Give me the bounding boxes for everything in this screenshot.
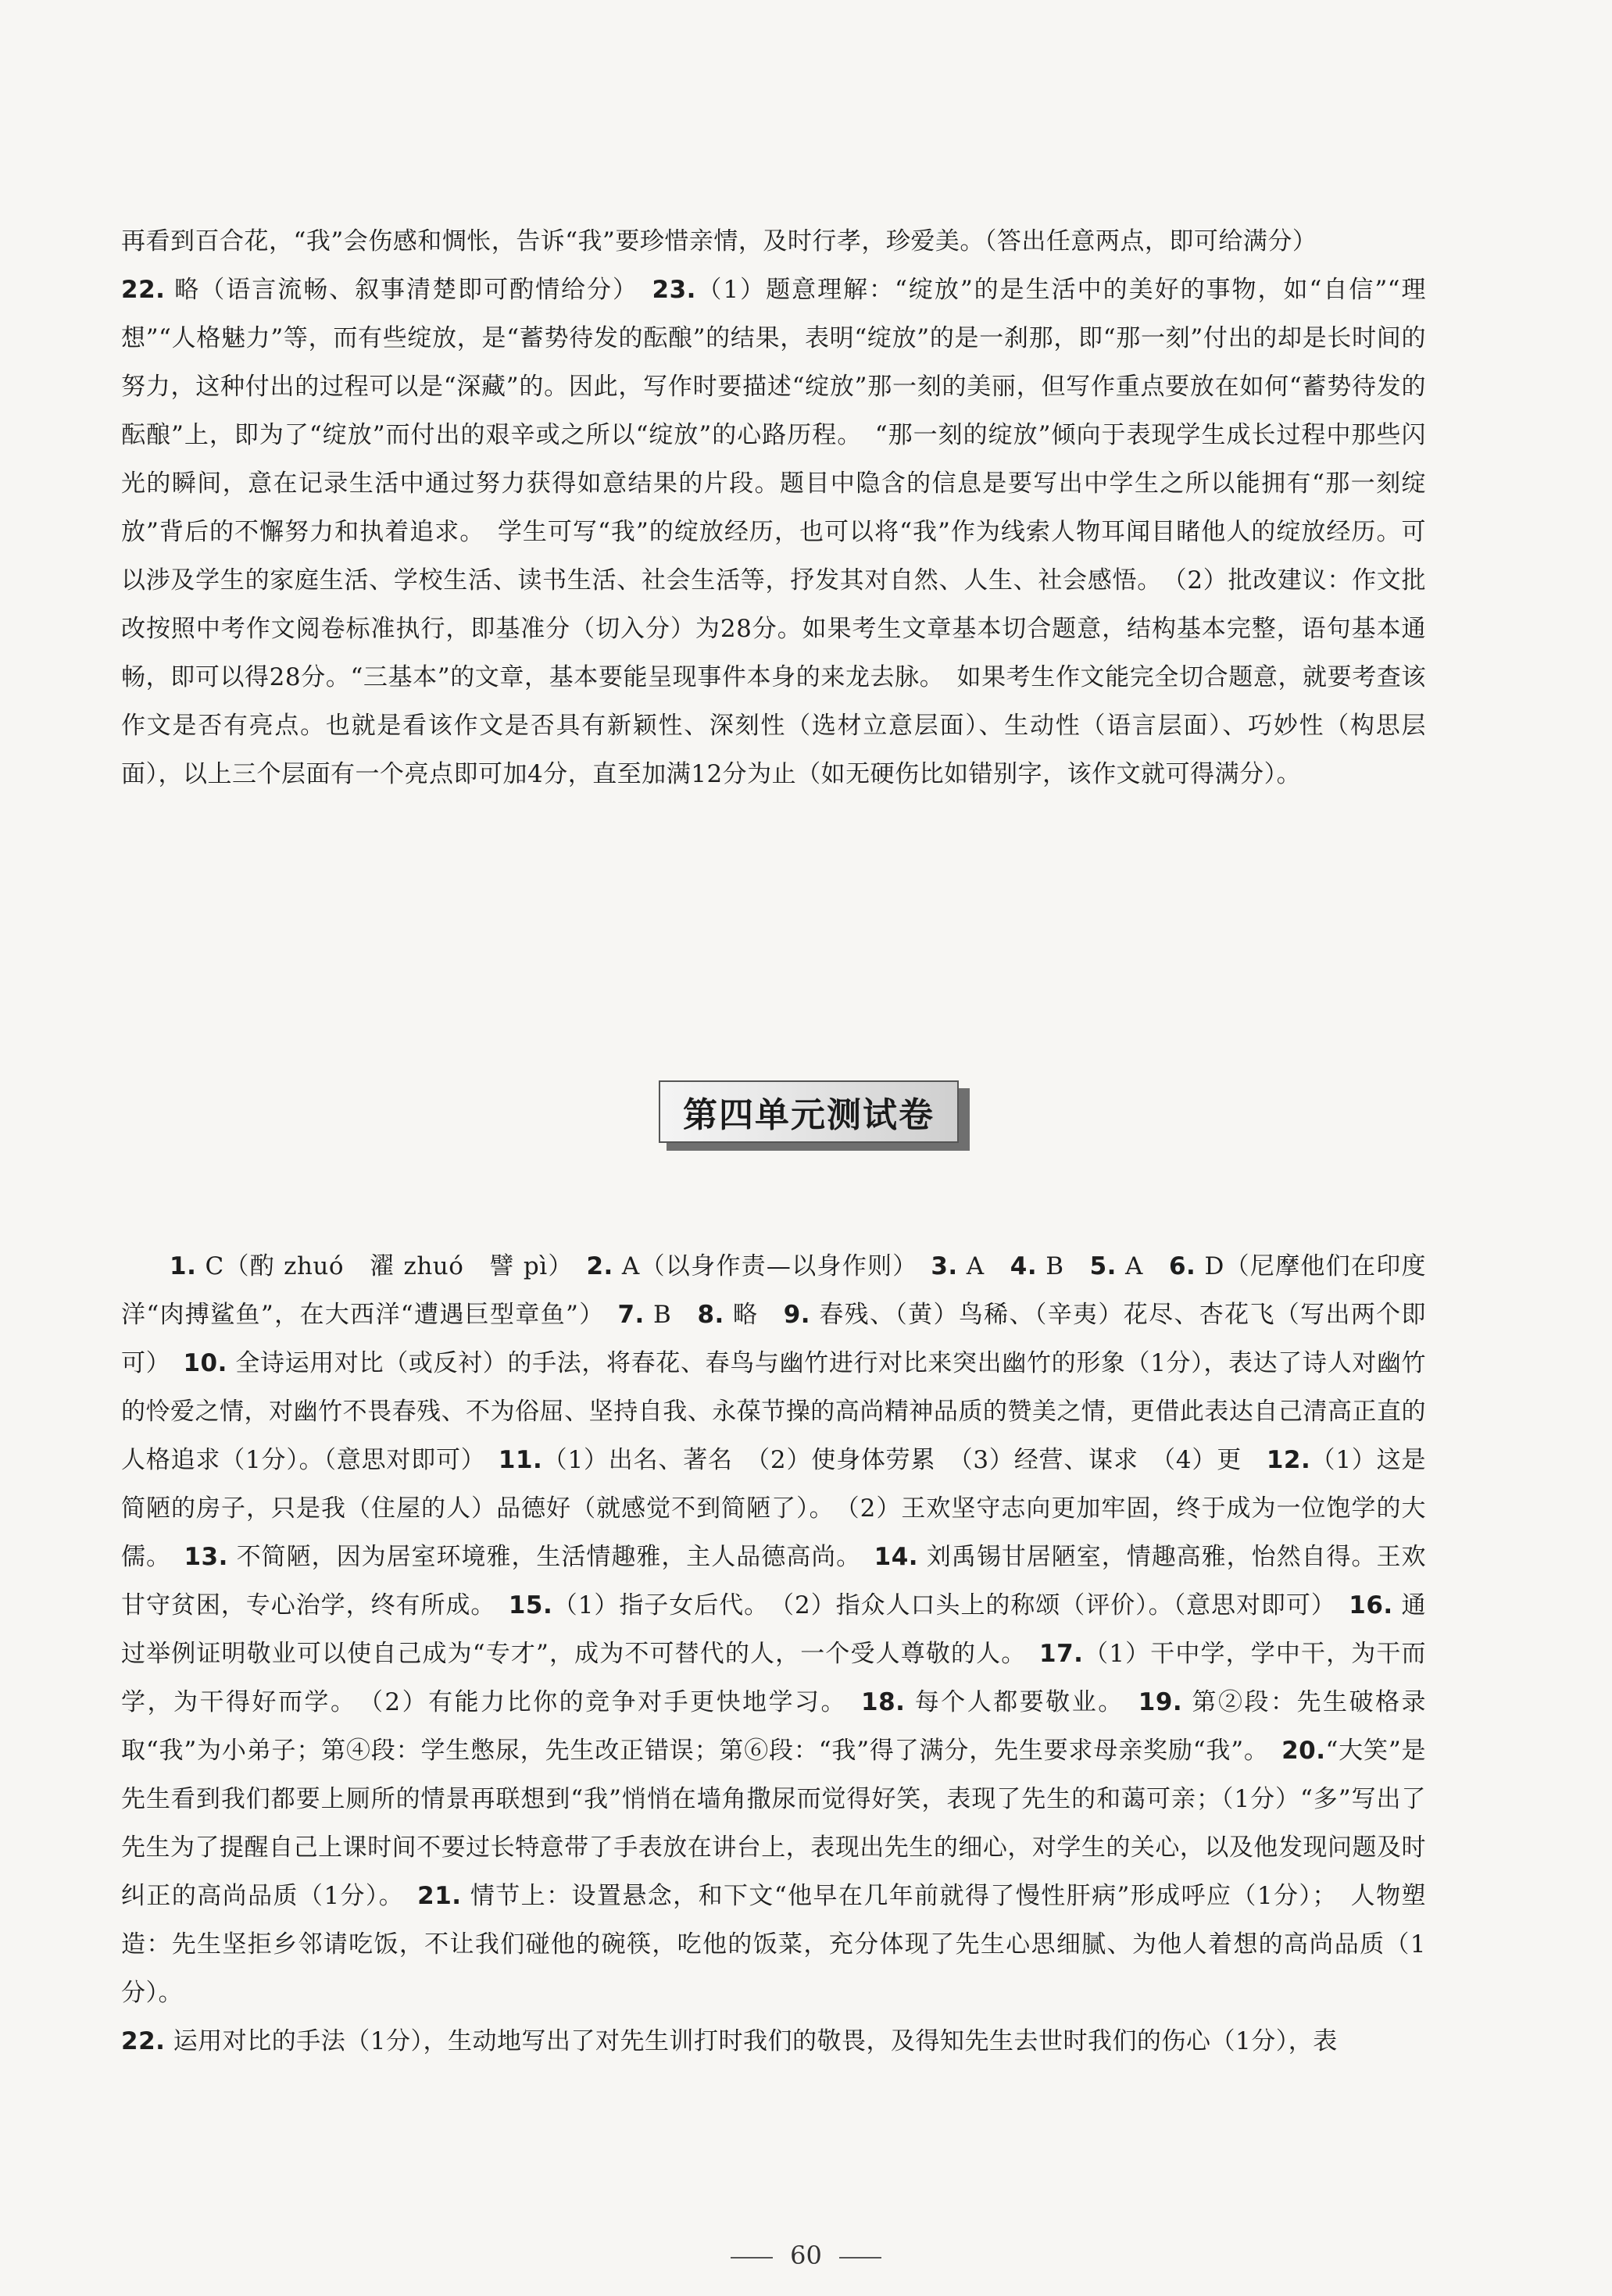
answer-text: C（酌 zhuó 濯 zhuó 譬 pì） — [196, 1252, 587, 1280]
answer-text: B — [644, 1301, 698, 1329]
answer-text: 全诗运用对比（或反衬）的手法，将春花、春鸟与幽竹进行对比来突出幽竹的形象（1分），表达了诗人对幽竹的怜爱之情，对幽竹不畏春残、不为俗屈、坚持自我、永葆节操的高尚精神品质的赞美之情，更借此表达自己清高正直的人格追求（1分）。（意思对即可） — [121, 1349, 1426, 1474]
section-title: 第四单元测试卷 — [659, 1080, 959, 1143]
page-number: 60 — [790, 2241, 822, 2270]
answer-number: 9. — [783, 1301, 811, 1329]
answer-number: 10. — [183, 1349, 227, 1377]
section-banner — [659, 1080, 971, 1151]
answer-number: 13. — [184, 1543, 228, 1571]
answer-text: （1）这是简陋的房子，只是我（住屋的人）品德好（就感觉不到简陋了）。 （2）王欢坚守志向更加牢固，终于成为一位饱学的大儒。 — [121, 1446, 1426, 1571]
answer-number: 5. — [1089, 1252, 1117, 1280]
answer-text-continued — [121, 217, 1426, 798]
answer-text: （1）出名、著名 （2）使身体劳累 （3）经营、谋求 （4）更 — [542, 1446, 1267, 1474]
answer-number: 1. — [170, 1252, 197, 1280]
answer-key-unit-4 — [121, 1242, 1426, 2066]
answer-paragraph — [121, 217, 1426, 798]
answer-text: A — [957, 1252, 1010, 1280]
answer-number: 20. — [1281, 1737, 1326, 1765]
answer-text: 情节上：设置悬念，和下文“他早在几年前就得了慢性肝病”形成呼应（1分）； 人物塑造：先生坚拒乡邻请吃饭，不让我们碰他的碗筷，吃他的饭菜，充分体现了先生心思细腻、为他人着想的高尚品质（1分）。 — [121, 1882, 1426, 2007]
answer-text: （1）指子女后代。 （2）指众人口头上的称颂（评价）。（意思对即可） — [552, 1591, 1349, 1619]
footer-dash-right — [839, 2257, 881, 2259]
answer-text: A（以身作责—以身作则） — [613, 1252, 931, 1280]
answer-text: （1）干中学，学中干，为干而学，为干得好而学。 （2）有能力比你的竞争对手更快地学习。 — [121, 1640, 1426, 1716]
answer-text: 刘禹锡甘居陋室，情趣高雅，怡然自得。王欢甘守贫困，专心治学，终有所成。 — [121, 1543, 1426, 1619]
answer-number: 21. — [417, 1882, 462, 1910]
answer-21-tail: 再看到百合花，“我”会伤感和惆怅，告诉“我”要珍惜亲情，及时行孝，珍爱美。（答出任意两点，即可给满分） — [121, 227, 1317, 255]
answer-number-23: 23. — [652, 276, 696, 304]
answer-text-23: （1）题意理解：“绽放”的是生活中的美好的事物，如“自信”“理想”“人格魅力”等，而有些绽放，是“蓄势待发的酝酿”的结果，表明“绽放”的是一刹那，即“那一刻”付出的却是长时间的努力，这种付出的过程可以是“深藏”的。因此，写作时要描述“绽放”那一刻的美丽，但写作重点要放在如何“蓄势待发的酝酿”上，即为了“绽放”而付出的艰辛或之所以“绽放”的心路历程。 “那一刻的绽放”倾向于表现学生成长过程中那些闪光的瞬间，意在记录生活中通过努力获得如意结果的片段。题目中隐含的信息是要写出中学生之所以能拥有“那一刻绽放”背后的不懈努力和执着追求。 学生可写“我”的绽放经历，也可以将“我”作为线索人物耳闻目睹他人的绽放经历。可以涉及学生的家庭生活、学校生活、读书生活、社会生活等，抒发其对自然、人生、社会感悟。 （2）批改建议：作文批改按照中考作文阅卷标准执行，即基准分（切入分）为28分。如果考生文章基本切合题意，结构基本完整，语句基本通畅，即可以得28分。“三基本”的文章，基本要能呈现事件本身的来龙去脉。 如果考生作文能完全切合题意，就要考查该作文是否有亮点。也就是看该作文是否具有新颖性、深刻性（选材立意层面）、生动性（语言层面）、巧妙性（构思层面），以上三个层面有一个亮点即可加4分，直至加满12分为止（如无硬伤比如错别字，该作文就可得满分）。 — [121, 276, 1426, 788]
answer-number: 16. — [1349, 1591, 1393, 1619]
footer-dash-left — [731, 2257, 773, 2259]
answer-text: 略 — [724, 1301, 784, 1329]
answer-text: 第②段：先生破格录取“我”为小弟子；第④段：学生憋尿，先生改正错误；第⑥段：“我”得了满分，先生要求母亲奖励“我”。 — [121, 1688, 1426, 1765]
answer-number: 2. — [586, 1252, 613, 1280]
answer-number: 12. — [1266, 1446, 1311, 1474]
answer-text: B — [1037, 1252, 1090, 1280]
answer-text: A — [1116, 1252, 1169, 1280]
answer-number: 4. — [1010, 1252, 1038, 1280]
answer-number: 17. — [1039, 1640, 1084, 1668]
answer-number: 11. — [498, 1446, 543, 1474]
answer-number: 8. — [697, 1301, 724, 1329]
answer-text: 春残、（黄）鸟稀、（辛夷）花尽、杏花飞（写出两个即可） — [121, 1301, 1427, 1377]
answer-number: 19. — [1138, 1688, 1183, 1716]
answer-number: 14. — [874, 1543, 919, 1571]
answer-text-22: 略（语言流畅、叙事清楚即可酌情给分） — [165, 276, 652, 304]
answer-number-22: 22. — [121, 276, 166, 304]
answer-text: “大笑”是先生看到我们都要上厕所的情景再联想到“我”悄悄在墙角撒尿而觉得好笑，表现了先生的和蔼可亲；（1分）“多”写出了先生为了提醒自己上课时间不要过长特意带了手表放在讲台上，表现出先生的细心，对学生的关心，以及他发现问题及时纠正的高尚品质（1分）。 — [121, 1737, 1426, 1910]
answer-number: 3. — [931, 1252, 958, 1280]
answer-paragraph — [121, 1242, 1426, 2066]
answer-number: 7. — [617, 1301, 645, 1329]
answer-text: 通过举例证明敬业可以使自己成为“专才”，成为不可替代的人，一个受人尊敬的人。 — [121, 1591, 1427, 1668]
page-footer — [0, 2241, 1612, 2270]
answer-number: 22. — [121, 2027, 166, 2055]
answer-number: 18. — [861, 1688, 906, 1716]
answer-text: D（尼摩他们在印度洋“肉搏鲨鱼”，在大西洋“遭遇巨型章鱼”） — [121, 1252, 1426, 1329]
answer-text: 每个人都要敬业。 — [905, 1688, 1138, 1716]
answer-text: 运用对比的手法（1分），生动地写出了对先生训打时我们的敬畏，及得知先生去世时我们的伤心（1分），表 — [165, 2027, 1338, 2055]
answer-number: 6. — [1168, 1252, 1196, 1280]
answer-text: 不简陋，因为居室环境雅，生活情趣雅，主人品德高尚。 — [227, 1543, 874, 1571]
answer-number: 15. — [508, 1591, 553, 1619]
